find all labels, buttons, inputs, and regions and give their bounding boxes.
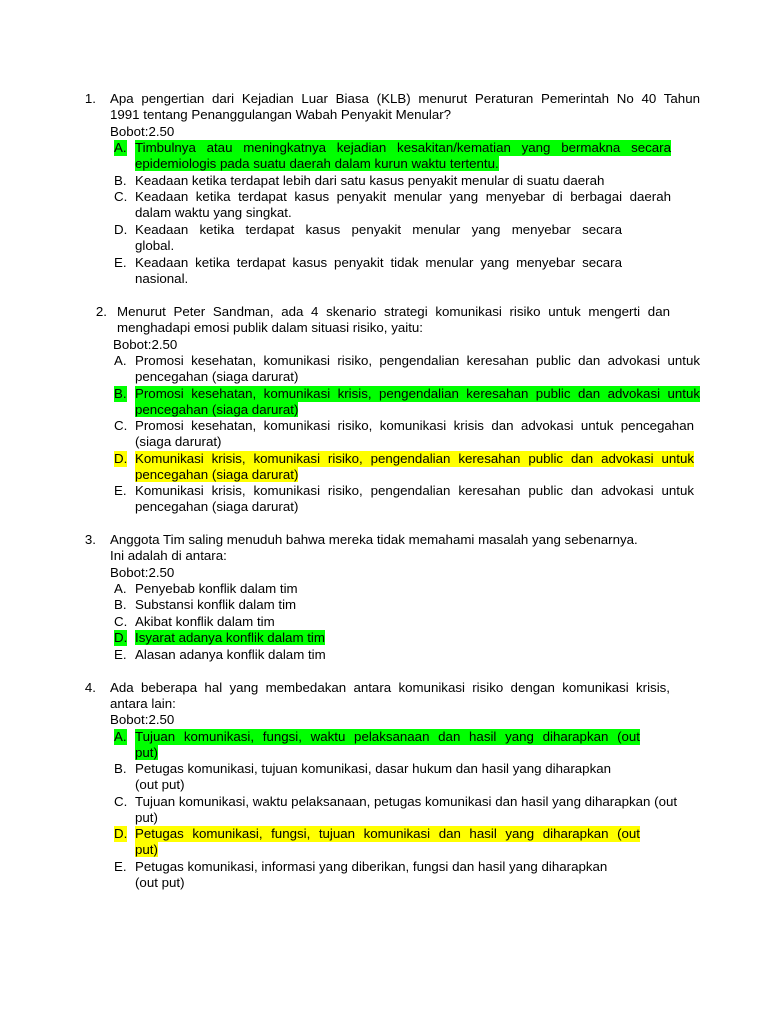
option-letter: B. [114, 173, 127, 188]
option-letter: A. [114, 581, 127, 596]
option-letter: C. [114, 614, 128, 629]
option-line: put) [135, 842, 158, 858]
option-line: Tujuan komunikasi, fungsi, waktu pelaksanaan dan hasil yang diharapkan (out [135, 729, 640, 744]
option-text [135, 173, 695, 189]
option-text [135, 386, 700, 419]
question-number: 3. [84, 532, 96, 547]
option-line: Keadaan ketika terdapat kasus penyakit menular yang menyebar di berbagai daerah [135, 189, 671, 204]
option-line: Promosi kesehatan, komunikasi risiko, pengendalian keresahan public dan advokasi untuk [135, 353, 700, 368]
option-line: Timbulnya atau meningkatnya kejadian kesakitan/kematian yang bermakna secara [135, 140, 671, 155]
question-text [117, 304, 670, 337]
question-line: Anggota Tim saling menuduh bahwa mereka tidak memahami masalah yang sebenarnya. [110, 532, 638, 547]
option-letter: E. [114, 483, 127, 498]
option-line: Keadaan ketika terdapat lebih dari satu kasus penyakit menular di suatu daerah [135, 173, 605, 188]
option-text [135, 630, 325, 646]
option-text [135, 451, 694, 484]
option-line: pencegahan (siaga darurat) [135, 467, 299, 483]
option-letter: D. [114, 630, 128, 645]
option-letter: E. [114, 647, 127, 662]
option-line: Alasan adanya konflik dalam tim [135, 647, 326, 662]
question-number: 2. [95, 304, 107, 319]
option-line: Tujuan komunikasi, waktu pelaksanaan, petugas komunikasi dan hasil yang diharapkan (out [135, 794, 678, 809]
option-text [135, 483, 694, 516]
option-letter: D. [114, 826, 128, 841]
option-text [135, 597, 296, 613]
option-line: Promosi kesehatan, komunikasi krisis, pengendalian keresahan public dan advokasi untuk [135, 386, 700, 401]
option-line: global. [135, 238, 175, 254]
option-line: Akibat konflik dalam tim [135, 614, 275, 629]
option-text [135, 189, 671, 222]
option-line: pencegahan (siaga darurat) [135, 369, 299, 385]
question-line: Ini adalah di antara: [110, 548, 227, 564]
option-line: (out put) [135, 875, 185, 891]
option-line: Petugas komunikasi, tujuan komunikasi, dasar hukum dan hasil yang diharapkan [135, 761, 612, 776]
question-line: 1991 tentang Penanggulangan Wabah Penyakit Menular? [110, 107, 452, 123]
option-letter: D. [114, 222, 128, 237]
option-line: Promosi kesehatan, komunikasi risiko, komunikasi krisis dan advokasi untuk pencegahan [135, 418, 694, 433]
option-line: nasional. [135, 271, 189, 287]
option-text [135, 826, 640, 859]
option-letter: A. [114, 729, 127, 744]
option-line: Komunikasi krisis, komunikasi risiko, pengendalian keresahan public dan advokasi untuk [135, 451, 694, 466]
question-line: menghadapi emosi publik dalam situasi risiko, yaitu: [117, 320, 423, 336]
option-line: Komunikasi krisis, komunikasi risiko, pengendalian keresahan public dan advokasi untuk [135, 483, 694, 498]
option-text [135, 761, 640, 794]
option-line: Substansi konflik dalam tim [135, 597, 297, 612]
question-text [110, 680, 670, 713]
option-text [135, 614, 275, 630]
option-text [135, 353, 700, 386]
question-text [110, 91, 700, 124]
option-line: put) [135, 745, 158, 761]
option-letter: B. [114, 761, 127, 776]
option-text [135, 222, 622, 255]
option-line: epidemiologis pada suatu daerah dalam kurun waktu tertentu. [135, 156, 499, 172]
option-line: Petugas komunikasi, fungsi, tujuan komunikasi dan hasil yang diharapkan (out [135, 826, 640, 841]
option-letter: A. [114, 140, 127, 155]
option-line: pencegahan (siaga darurat) [135, 402, 299, 418]
question-line: Menurut Peter Sandman, ada 4 skenario strategi komunikasi risiko untuk mengerti dan [117, 304, 670, 319]
option-line: pencegahan (siaga darurat) [135, 499, 299, 515]
option-line: put) [135, 810, 158, 826]
option-line: Penyebab konflik dalam tim [135, 581, 298, 596]
option-line: (siaga darurat) [135, 434, 222, 450]
option-text [135, 794, 700, 827]
option-letter: D. [114, 451, 128, 466]
question-text [110, 532, 670, 565]
option-text [135, 255, 622, 288]
option-text [135, 418, 694, 451]
question-line: Ada beberapa hal yang membedakan antara komunikasi risiko dengan komunikasi krisis, [110, 680, 670, 695]
option-line: dalam waktu yang singkat. [135, 205, 292, 221]
option-line: Isyarat adanya konflik dalam tim [135, 630, 325, 645]
option-text [135, 729, 640, 762]
option-letter: C. [114, 794, 128, 809]
option-line: Keadaan ketika terdapat kasus penyakit tidak menular yang menyebar secara [135, 255, 622, 270]
option-letter: C. [114, 418, 128, 433]
bobot-label: Bobot:2.50 [110, 565, 175, 580]
option-letter: C. [114, 189, 128, 204]
option-letter: B. [114, 386, 127, 401]
question-number: 4. [84, 680, 96, 695]
question-line: antara lain: [110, 696, 176, 712]
option-line: Keadaan ketika terdapat kasus penyakit menular yang menyebar secara [135, 222, 622, 237]
option-letter: B. [114, 597, 127, 612]
bobot-label: Bobot:2.50 [113, 337, 178, 352]
option-text [135, 140, 671, 173]
option-line: (out put) [135, 777, 185, 793]
option-text [135, 647, 326, 663]
question-number: 1. [84, 91, 96, 106]
option-text [135, 581, 298, 597]
bobot-label: Bobot:2.50 [110, 712, 175, 727]
option-letter: E. [114, 255, 127, 270]
option-line: Petugas komunikasi, informasi yang diberikan, fungsi dan hasil yang diharapkan [135, 859, 608, 874]
question-line: Apa pengertian dari Kejadian Luar Biasa (KLB) menurut Peraturan Pemerintah No 40 Tahun [110, 91, 700, 106]
option-letter: E. [114, 859, 127, 874]
option-text [135, 859, 640, 892]
option-letter: A. [114, 353, 127, 368]
bobot-label: Bobot:2.50 [110, 124, 175, 139]
